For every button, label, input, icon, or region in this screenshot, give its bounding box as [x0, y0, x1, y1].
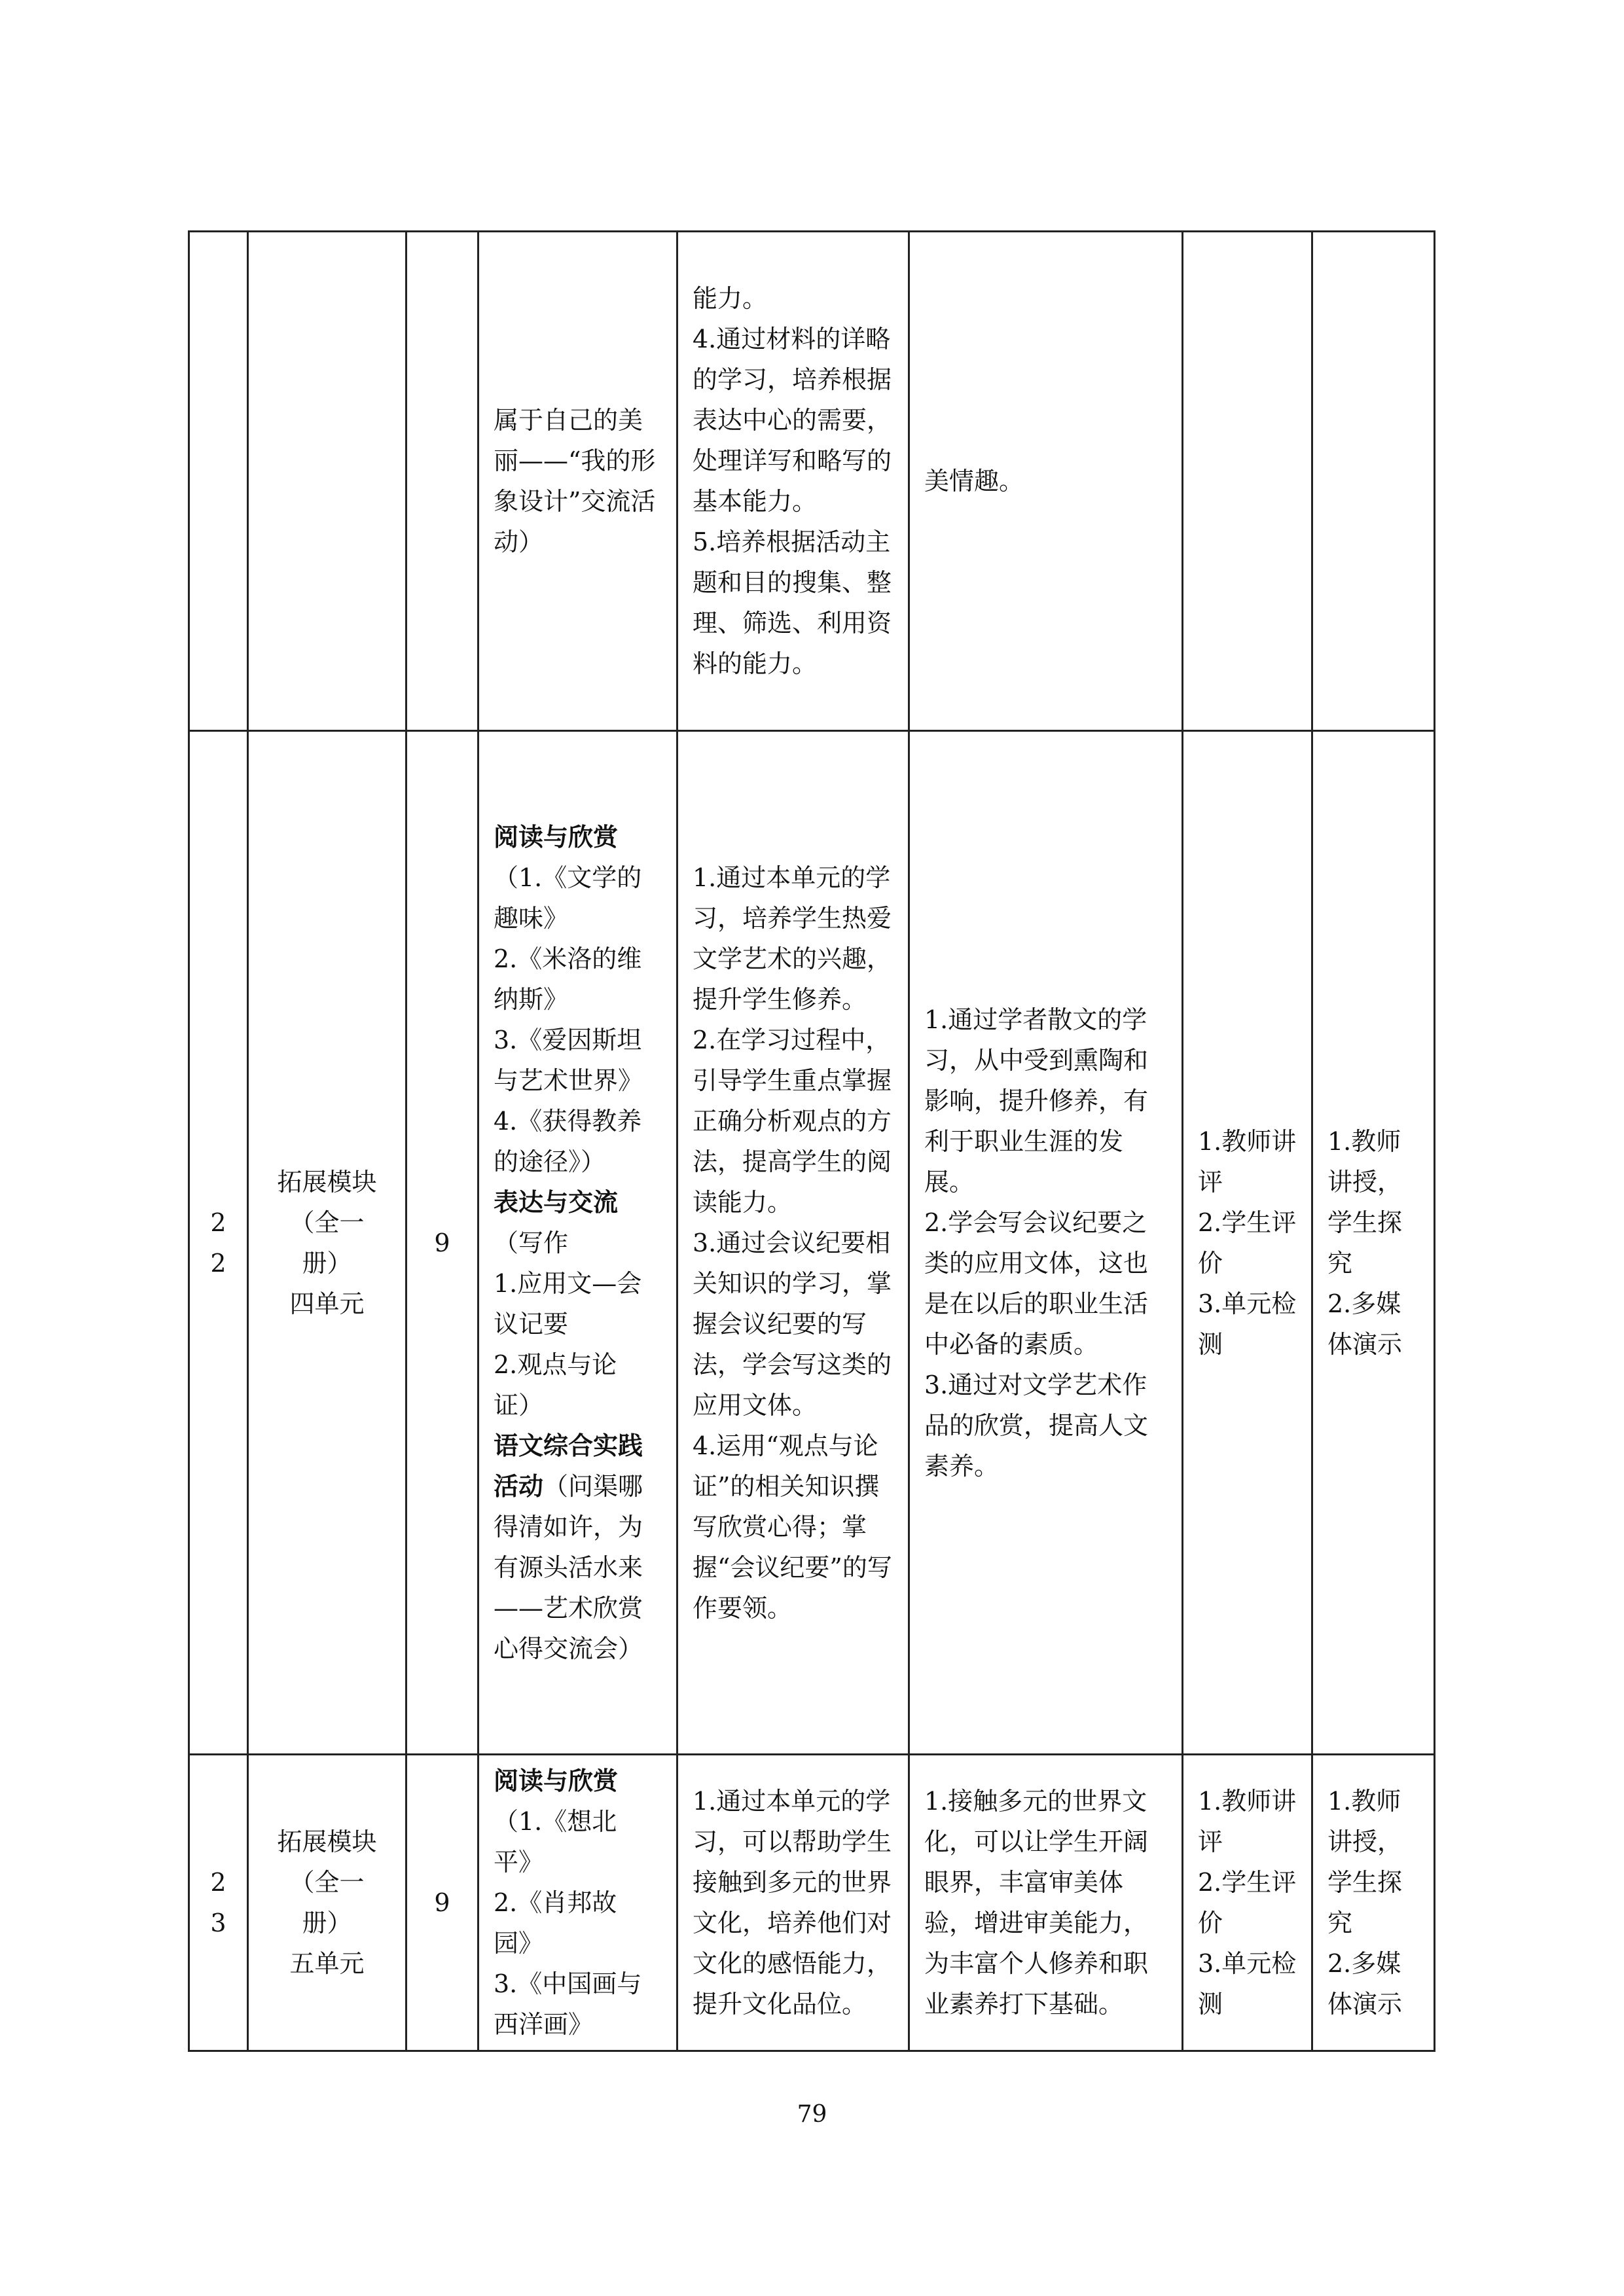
table-row	[189, 731, 1435, 1755]
content-heading: 语文综合实践活动	[494, 1430, 643, 1501]
content-text: 2.观点与论证）	[494, 1350, 617, 1420]
content-cell	[478, 731, 677, 1755]
unit-number: 23	[210, 1868, 226, 1937]
page-number: 79	[797, 2101, 827, 2128]
curriculum-table	[188, 230, 1435, 2052]
quality-cell	[909, 731, 1183, 1755]
content-text: （写作	[494, 1228, 569, 1257]
eval-cell	[1183, 232, 1312, 731]
module-line: （全一	[289, 1868, 365, 1897]
eval-item: 1.教师讲评	[1198, 1787, 1297, 1856]
method-item: 2.多媒体演示	[1327, 1289, 1403, 1359]
content-text: （1.《文学的趣味》	[494, 863, 642, 933]
unit-number-cell	[189, 731, 248, 1755]
ability-item: 2.在学习过程中，引导学生重点掌握正确分析观点的方法，提高学生的阅读能力。	[693, 1025, 892, 1217]
module-line: 五单元	[289, 1949, 365, 1978]
content-text: 4.《获得教养的途径》）	[494, 1106, 642, 1176]
content-heading: 阅读与欣赏	[494, 1766, 619, 1795]
ability-item: 1.通过本单元的学习，培养学生热爱文学艺术的兴趣，提升学生修养。	[693, 863, 892, 1014]
ability-cell	[677, 1755, 909, 2051]
ability-item: 1.通过本单元的学习，可以帮助学生接触到多元的世界文化，培养他们对文化的感悟能力，提升文化品位。	[693, 1787, 892, 2018]
ability-cell	[677, 232, 909, 731]
module-line: 册）	[302, 1909, 352, 1937]
hours-cell	[406, 1755, 478, 2051]
unit-number-cell	[189, 1755, 248, 2051]
quality-item: 1.通过学者散文的学习，从中受到熏陶和影响，提升修养，有利于职业生涯的发展。	[924, 1005, 1149, 1196]
content-text: 属于自己的美丽——“我的形象设计”交流活动）	[494, 406, 656, 556]
content-text: 3.《爱因斯坦与艺术世界》	[494, 1025, 643, 1095]
hours: 9	[434, 1888, 450, 1917]
quality-cell	[909, 1755, 1183, 2051]
method-cell	[1312, 232, 1435, 731]
quality-item: 3.通过对文学艺术作品的欣赏，提高人文素养。	[924, 1370, 1149, 1480]
content-text: 1.应用文—会议记要	[494, 1268, 642, 1338]
content-heading: 表达与交流	[494, 1187, 619, 1217]
eval-cell	[1183, 731, 1312, 1755]
hours: 9	[434, 1228, 450, 1257]
unit-number-cell	[189, 232, 248, 731]
method-item: 1.教师讲授，学生探究	[1327, 1126, 1403, 1278]
content-text: 2.《米洛的维纳斯》	[494, 944, 642, 1014]
eval-item: 2.学生评价	[1198, 1868, 1297, 1937]
module-cell	[248, 1755, 406, 2051]
unit-number: 22	[210, 1208, 226, 1278]
module-line: 拓展模块	[277, 1827, 377, 1856]
method-cell	[1312, 1755, 1435, 2051]
module-line: 册）	[302, 1248, 352, 1278]
ability-item: 5.培养根据活动主题和目的搜集、整理、筛选、利用资料的能力。	[693, 528, 892, 678]
quality-item: 2.学会写会议纪要之类的应用文体，这也是在以后的职业生活中必备的素质。	[924, 1208, 1149, 1359]
ability-item: 能力。	[693, 284, 768, 313]
module-line: （全一	[289, 1208, 365, 1237]
method-item: 2.多媒体演示	[1327, 1949, 1403, 2018]
content-cell	[478, 232, 677, 731]
module-cell	[248, 232, 406, 731]
quality-item: 1.接触多元的世界文化，可以让学生开阔眼界，丰富审美体验，增进审美能力，为丰富个人修养和职业素养打下基础。	[924, 1787, 1149, 2018]
module-line: 四单元	[289, 1289, 365, 1318]
table-row	[189, 232, 1435, 731]
quality-cell	[909, 232, 1183, 731]
eval-item: 1.教师讲评	[1198, 1126, 1297, 1196]
ability-item: 4.通过材料的详略的学习，培养根据表达中心的需要，处理详写和略写的基本能力。	[693, 325, 892, 516]
eval-item: 3.单元检测	[1198, 1949, 1297, 2018]
content-text: （问渠哪得清如许，为有源头活水来——艺术欣赏心得交流会）	[494, 1471, 643, 1663]
content-text: 3.《中国画与西洋画》	[494, 1969, 642, 2039]
content-text: （1.《想北平》	[494, 1807, 617, 1876]
table-row	[189, 1755, 1435, 2051]
ability-item: 3.通过会议纪要相关知识的学习，掌握会议纪要的写法，学会写这类的应用文体。	[693, 1228, 892, 1420]
method-item: 1.教师讲授，学生探究	[1327, 1787, 1403, 1937]
eval-item: 2.学生评价	[1198, 1208, 1297, 1278]
content-heading: 阅读与欣赏	[494, 821, 619, 852]
method-cell	[1312, 731, 1435, 1755]
eval-cell	[1183, 1755, 1312, 2051]
eval-item: 3.单元检测	[1198, 1289, 1297, 1359]
quality-item: 美情趣。	[924, 467, 1024, 495]
module-cell	[248, 731, 406, 1755]
hours-cell	[406, 731, 478, 1755]
ability-cell	[677, 731, 909, 1755]
content-text: 2.《肖邦故园》	[494, 1888, 617, 1958]
hours-cell	[406, 232, 478, 731]
module-line: 拓展模块	[277, 1167, 377, 1196]
content-cell	[478, 1755, 677, 2051]
ability-item: 4.运用“观点与论证”的相关知识撰写欣赏心得；掌握“会议纪要”的写作要领。	[693, 1431, 892, 1623]
